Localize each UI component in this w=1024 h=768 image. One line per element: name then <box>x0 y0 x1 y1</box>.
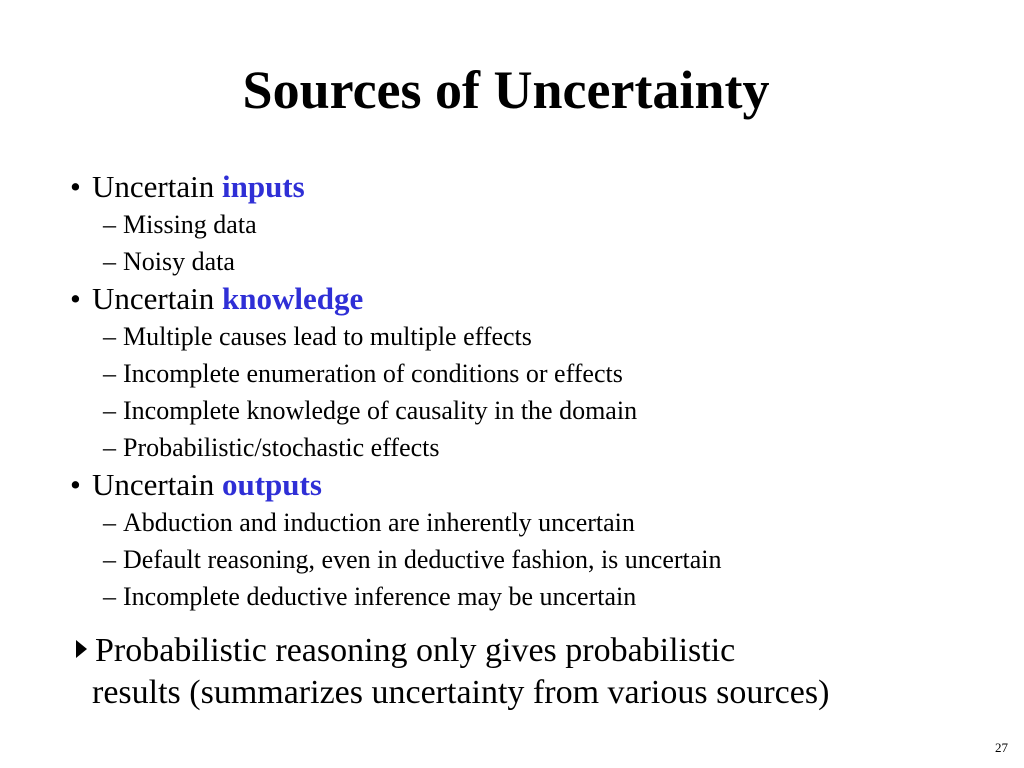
dash-icon: – <box>103 508 116 537</box>
bullet-icon: • <box>70 281 81 316</box>
sub-item <box>103 206 990 243</box>
sub-item-text: Noisy data <box>123 247 235 276</box>
sub-item <box>103 318 990 355</box>
bullet-item-knowledge <box>70 280 990 318</box>
sub-item-text: Abduction and induction are inherently uncertain <box>123 508 635 537</box>
bullet-text: Uncertain <box>92 467 222 502</box>
sub-item <box>103 578 990 615</box>
sub-item-text: Probabilistic/stochastic effects <box>123 433 440 462</box>
dash-icon: – <box>103 210 116 239</box>
dash-icon: – <box>103 433 116 462</box>
slide-title: Sources of Uncertainty <box>242 60 770 120</box>
conclusion-line-1 <box>76 630 976 672</box>
bullet-text: Uncertain <box>92 169 222 204</box>
sub-item <box>103 429 990 466</box>
sub-item <box>103 541 990 578</box>
dash-icon: – <box>103 582 116 611</box>
dash-icon: – <box>103 247 116 276</box>
sub-item <box>103 243 990 280</box>
dash-icon: – <box>103 322 116 351</box>
sub-item-text: Multiple causes lead to multiple effects <box>123 322 532 351</box>
bullet-list <box>70 168 990 615</box>
dash-icon: – <box>103 359 116 388</box>
dash-icon: – <box>103 545 116 574</box>
sub-item-text: Incomplete knowledge of causality in the domain <box>123 396 638 425</box>
dash-icon: – <box>103 396 116 425</box>
sub-item-text: Missing data <box>123 210 257 239</box>
sub-item-text: Incomplete deductive inference may be uncertain <box>123 582 637 611</box>
bullet-item-outputs <box>70 466 990 504</box>
conclusion <box>76 630 976 714</box>
bullet-icon: • <box>70 467 81 502</box>
bullet-icon: • <box>70 169 81 204</box>
bullet-keyword: outputs <box>221 467 322 502</box>
sub-item <box>103 355 990 392</box>
sub-item-text: Incomplete enumeration of conditions or effects <box>123 359 623 388</box>
triangle-right-icon <box>76 640 87 658</box>
bullet-text: Uncertain <box>92 281 222 316</box>
bullet-keyword: knowledge <box>221 281 364 316</box>
page-number: 27 <box>995 740 1008 755</box>
conclusion-text-1: Probabilistic reasoning only gives probabilistic <box>95 632 736 669</box>
sub-item <box>103 504 990 541</box>
bullet-item-inputs <box>70 168 990 206</box>
sub-item <box>103 392 990 429</box>
bullet-keyword: inputs <box>221 169 305 204</box>
sub-item-text: Default reasoning, even in deductive fashion, is uncertain <box>123 545 722 574</box>
conclusion-line-2: results (summarizes uncertainty from various sources) <box>92 674 830 711</box>
